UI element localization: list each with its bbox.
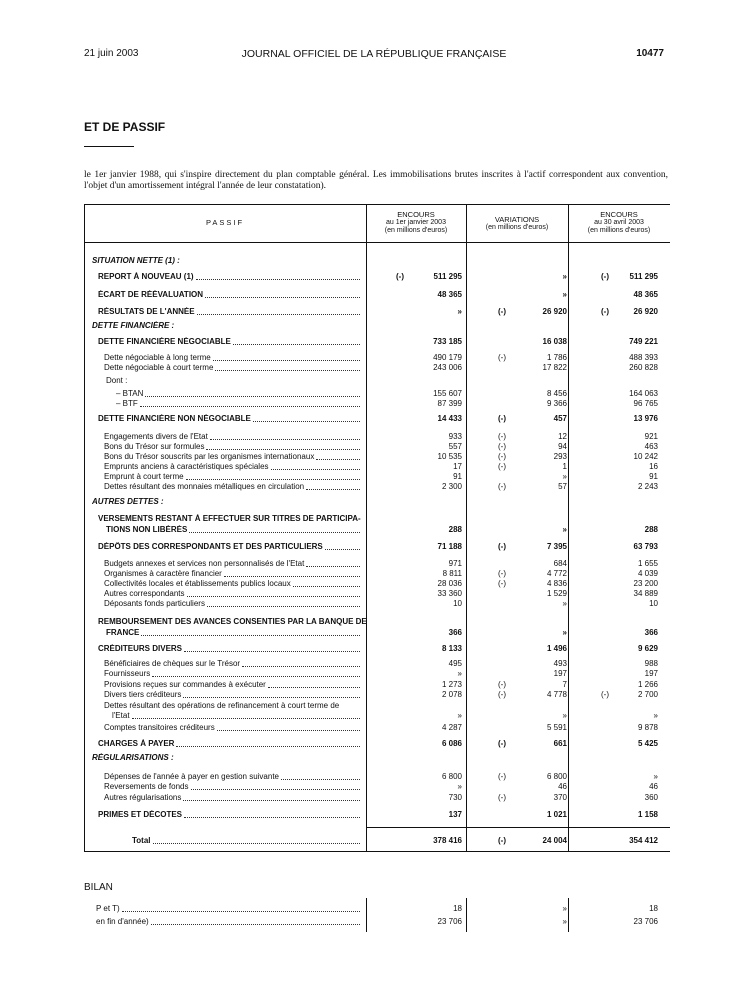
dot-leader	[191, 789, 361, 790]
dot-leader	[224, 576, 360, 577]
row-label-text: Budgets annexes et services non personnalisés de l'Etat	[104, 559, 305, 568]
col3-value: 2 243	[637, 482, 658, 491]
col3-unit: (en millions d'euros)	[587, 227, 651, 234]
table-header-rule	[84, 242, 670, 243]
col3-value: 197	[644, 669, 658, 678]
col3-value: 16	[649, 462, 658, 471]
col3-value: 23 706	[633, 917, 658, 926]
col3-value: 5 425	[637, 739, 658, 748]
dot-leader	[145, 396, 360, 397]
col1-value: 511 295	[433, 272, 462, 281]
row-label	[104, 472, 362, 482]
row-label	[104, 442, 362, 452]
row-label	[96, 904, 362, 914]
col2-value: 4 778	[546, 690, 567, 699]
dot-leader	[141, 635, 360, 636]
col1-sign: (-)	[396, 272, 404, 281]
col1-value: 91	[453, 472, 462, 481]
col2-value: »	[562, 917, 567, 926]
row-label	[104, 782, 362, 792]
col2-value: 661	[553, 739, 567, 748]
col1-value: 17	[453, 462, 462, 471]
dot-leader	[189, 532, 360, 533]
col1-divider	[366, 204, 367, 852]
dot-leader	[325, 549, 360, 550]
dot-leader	[217, 730, 360, 731]
header-date: 21 juin 2003	[84, 48, 139, 59]
col1-value: 288	[448, 525, 462, 534]
col2-sign: (-)	[498, 462, 506, 471]
row-label	[104, 579, 362, 589]
col1-value: 28 036	[437, 579, 462, 588]
col3-value: 34 889	[633, 589, 658, 598]
col2-sign: (-)	[498, 739, 506, 748]
dot-leader	[186, 479, 360, 480]
col2-value: 7 395	[546, 542, 567, 551]
row-label-text: – BTAN	[116, 389, 144, 398]
col3-value: 366	[644, 628, 658, 637]
row-label-text: – BTF	[116, 399, 138, 408]
row-label	[132, 836, 362, 846]
section-title: ET DE PASSIF	[84, 120, 166, 134]
col1-value: 23 706	[437, 917, 462, 926]
dot-leader	[140, 406, 360, 407]
col1-value: 243 006	[433, 363, 462, 372]
row-label-text: Collectivités locales et établissements publics locaux	[104, 579, 291, 588]
col2-sign: (-)	[498, 307, 506, 316]
col3-value: 921	[644, 432, 658, 441]
row-label-text: AUTRES DETTES :	[92, 497, 164, 506]
dot-leader	[215, 370, 360, 371]
col2-value: 197	[553, 669, 567, 678]
total-top-rule	[366, 827, 670, 828]
col2-value: 6 800	[546, 772, 567, 781]
row-label	[92, 321, 362, 331]
col2-sign: (-)	[498, 569, 506, 578]
col2-value: 94	[558, 442, 567, 451]
col2-sign: (-)	[498, 579, 506, 588]
col3-value: 10 242	[633, 452, 658, 461]
row-label	[92, 256, 362, 266]
dot-leader	[293, 586, 360, 587]
col1-value: 933	[448, 432, 462, 441]
row-label-text: SITUATION NETTE (1) :	[92, 256, 180, 265]
row-label-text: REPORT À NOUVEAU (1)	[98, 272, 194, 281]
row-label-text: Autres correspondants	[104, 589, 185, 598]
row-label-text: Fournisseurs	[104, 669, 151, 678]
dot-leader	[242, 666, 360, 667]
col1-value: 2 300	[441, 482, 462, 491]
col3-value: 10	[649, 599, 658, 608]
col1-value: 8 811	[442, 569, 462, 578]
row-label-text: Engagements divers de l'Etat	[104, 432, 208, 441]
col2-value: 1 496	[546, 644, 567, 653]
col2-value: 5 591	[546, 723, 567, 732]
col1-value: 4 287	[441, 723, 462, 732]
dot-leader	[184, 651, 360, 652]
table-left-border	[84, 204, 85, 852]
row-label-text: en fin d'année)	[96, 917, 149, 926]
col1-value: 155 607	[433, 389, 462, 398]
col1-value: 557	[448, 442, 462, 451]
row-label-text: RÉSULTATS DE L'ANNÉE	[98, 307, 195, 316]
row-label	[116, 389, 362, 399]
dot-leader	[281, 779, 360, 780]
col2-value: 16 038	[542, 337, 567, 346]
col3-value: 2 700	[637, 690, 658, 699]
row-label	[96, 917, 362, 927]
col2-sign: (-)	[498, 482, 506, 491]
row-label	[116, 399, 362, 409]
row-label	[98, 542, 362, 552]
col2-sign: (-)	[498, 432, 506, 441]
col1-value: »	[457, 307, 462, 316]
row-label-text: Comptes transitoires créditeurs	[104, 723, 215, 732]
col2-value: »	[562, 599, 567, 608]
col3-value: 749 221	[629, 337, 658, 346]
row-label-text: P et T)	[96, 904, 120, 913]
row-label	[104, 680, 362, 690]
col1-value: 18	[453, 904, 462, 913]
row-label-text: Total	[132, 836, 151, 845]
row-label	[104, 432, 362, 442]
col3-value: 9 629	[637, 644, 658, 653]
col3-sign: (-)	[601, 690, 609, 699]
col2-value: 1 021	[546, 810, 567, 819]
col2-value: 293	[553, 452, 567, 461]
dot-leader	[183, 697, 360, 698]
col1-value: 10	[453, 599, 462, 608]
col3-sign: (-)	[601, 272, 609, 281]
col2-sign: (-)	[498, 414, 506, 423]
row-label-text: Organismes à caractère financier	[104, 569, 222, 578]
col3-value: 260 828	[629, 363, 658, 372]
col2-unit: (en millions d'euros)	[485, 224, 549, 231]
row-label	[106, 628, 362, 638]
dot-leader	[152, 676, 360, 677]
header-journal-title: JOURNAL OFFICIEL DE LA RÉPUBLIQUE FRANÇAISE	[241, 48, 507, 60]
col2-value: 26 920	[542, 307, 567, 316]
col1-value: 730	[448, 793, 462, 802]
dot-leader	[183, 800, 360, 801]
row-label-text: Dettes résultant des opérations de refinancement à court terme de	[104, 701, 340, 710]
col3-value: 360	[644, 793, 658, 802]
col2-value: 4 772	[546, 569, 567, 578]
row-label	[104, 589, 362, 599]
col3-value: 63 793	[633, 542, 658, 551]
col2-value: 9 366	[546, 399, 567, 408]
col1-unit: (en millions d'euros)	[384, 227, 448, 234]
col2-value: 1 786	[546, 353, 567, 362]
row-label	[98, 414, 362, 424]
row-label	[98, 644, 362, 654]
col3-value: »	[653, 772, 658, 781]
row-label-text: ÉCART DE RÉÉVALUATION	[98, 290, 204, 299]
col2-value: 7	[562, 680, 567, 689]
dot-leader	[197, 314, 360, 315]
dot-leader	[187, 596, 361, 597]
dot-leader	[196, 279, 360, 280]
row-label-text: Dettes résultant des monnaies métalliques en circulation	[104, 482, 305, 491]
col3-value: 1 158	[637, 810, 658, 819]
col3-value: 91	[649, 472, 658, 481]
dot-leader	[151, 924, 360, 925]
col2-value: 370	[553, 793, 567, 802]
column-header-encours-janvier	[366, 211, 466, 235]
col3-date: au 30 avril 2003	[594, 219, 644, 226]
col2-sign: (-)	[498, 542, 506, 551]
row-label-text: Déposants fonds particuliers	[104, 599, 205, 608]
row-label-text: Bénéficiaires de chèques sur le Trésor	[104, 659, 241, 668]
col3-divider	[568, 204, 569, 852]
col2-value: 457	[553, 414, 567, 423]
dot-leader	[213, 360, 360, 361]
col1-value: 366	[448, 628, 462, 637]
col2-divider	[466, 204, 467, 852]
col3-value: 13 976	[633, 414, 658, 423]
row-label	[98, 272, 362, 282]
col2-value: 24 004	[542, 836, 567, 845]
row-label-text: PRIMES ET DÉCOTES	[98, 810, 183, 819]
col3-value: 1 266	[637, 680, 658, 689]
row-label-text: CRÉDITEURS DIVERS	[98, 644, 183, 653]
col2-value: »	[562, 290, 567, 299]
row-label-text: Reversements de fonds	[104, 782, 189, 791]
col2-value: 4 836	[546, 579, 567, 588]
row-label	[104, 353, 362, 363]
col3-value: 511 295	[629, 272, 658, 281]
col3-value: 23 200	[633, 579, 658, 588]
dot-leader	[206, 449, 360, 450]
col1-value: 10 535	[437, 452, 462, 461]
col2-sign: (-)	[498, 353, 506, 362]
title-underline	[84, 146, 134, 147]
row-label	[106, 525, 362, 535]
row-label-text: Divers tiers créditeurs	[104, 690, 182, 699]
col1-value: »	[457, 711, 462, 720]
dot-leader	[184, 817, 360, 818]
dot-leader	[210, 439, 360, 440]
col1-date: au 1er janvier 2003	[386, 219, 446, 226]
dot-leader	[132, 718, 360, 719]
row-label	[104, 723, 362, 733]
col1-title: ENCOURS	[397, 210, 435, 219]
row-label-text: RÉGULARISATIONS :	[92, 753, 174, 762]
row-label	[98, 337, 362, 347]
row-label	[98, 810, 362, 820]
col1-value: 48 365	[437, 290, 462, 299]
bilan-title: BILAN	[84, 882, 113, 893]
row-label	[104, 462, 362, 472]
row-label	[104, 659, 362, 669]
col2-value: 8 456	[546, 389, 567, 398]
row-label-text: Emprunts anciens à caractéristiques spéciales	[104, 462, 269, 471]
dot-leader	[306, 489, 360, 490]
col1-value: 378 416	[433, 836, 462, 845]
dot-leader	[253, 421, 360, 422]
col2-value: »	[562, 272, 567, 281]
row-label	[104, 569, 362, 579]
column-header-variations	[466, 216, 568, 232]
row-label	[98, 514, 370, 524]
row-label-text: VERSEMENTS RESTANT À EFFECTUER SUR TITRES DE PARTICIPA-	[98, 514, 361, 523]
row-label	[104, 793, 362, 803]
col1-value: 971	[448, 559, 462, 568]
row-label	[112, 711, 362, 721]
col1-value: 495	[448, 659, 462, 668]
col3-value: 48 365	[633, 290, 658, 299]
col2-sign: (-)	[498, 690, 506, 699]
col1-value: »	[457, 782, 462, 791]
col3-value: 18	[649, 904, 658, 913]
dot-leader	[316, 459, 360, 460]
col3-value: 9 878	[637, 723, 658, 732]
row-label-text: l'Etat	[112, 711, 130, 720]
dot-leader	[233, 344, 360, 345]
col1-value: 490 179	[433, 353, 462, 362]
dot-leader	[271, 469, 360, 470]
column-header-passif: PASSIF	[205, 218, 245, 227]
row-label-text: Provisions reçues sur commandes à exécuter	[104, 680, 266, 689]
row-label-text: Bons du Trésor souscrits par les organismes internationaux	[104, 452, 315, 461]
col2-value: 12	[558, 432, 567, 441]
col2-value: 17 822	[542, 363, 567, 372]
row-label	[98, 739, 362, 749]
row-label	[104, 482, 362, 492]
row-label-text: FRANCE	[106, 628, 140, 637]
col2-value: 57	[558, 482, 567, 491]
col2-title: VARIATIONS	[494, 215, 540, 224]
table-bottom-rule	[84, 851, 670, 852]
dot-leader	[207, 606, 360, 607]
col2-value: 493	[553, 659, 567, 668]
col3-value: »	[653, 711, 658, 720]
row-label	[104, 669, 362, 679]
row-label-text: TIONS NON LIBÉRÉS	[106, 525, 188, 534]
bilan-col3-divider	[568, 898, 569, 932]
dot-leader	[176, 746, 360, 747]
dot-leader	[205, 297, 360, 298]
col3-sign: (-)	[601, 307, 609, 316]
col1-value: 6 086	[441, 739, 462, 748]
row-label	[104, 772, 362, 782]
row-label-text: CHARGES À PAYER	[98, 739, 175, 748]
col1-value: 137	[448, 810, 462, 819]
col2-sign: (-)	[498, 680, 506, 689]
row-label	[104, 452, 362, 462]
row-label-text: Autres régularisations	[104, 793, 182, 802]
row-label	[104, 701, 370, 711]
col3-title: ENCOURS	[600, 210, 638, 219]
row-label-text: DETTE FINANCIÈRE NON NÉGOCIABLE	[98, 414, 251, 423]
col3-value: 488 393	[629, 353, 658, 362]
col2-sign: (-)	[498, 442, 506, 451]
col2-value: »	[562, 525, 567, 534]
row-label	[106, 376, 370, 386]
row-label-text: Dont :	[106, 376, 128, 385]
col1-value: 33 360	[437, 589, 462, 598]
row-label	[104, 363, 362, 373]
dot-leader	[122, 911, 360, 912]
col2-sign: (-)	[498, 772, 506, 781]
row-label-text: Dette négociable à long terme	[104, 353, 211, 362]
col3-value: 354 412	[629, 836, 658, 845]
row-label	[98, 617, 370, 627]
col1-value: 87 399	[437, 399, 462, 408]
col3-value: 164 063	[629, 389, 658, 398]
row-label-text: DETTE FINANCIÈRE :	[92, 321, 175, 330]
col1-value: 1 273	[441, 680, 462, 689]
table-top-rule	[84, 204, 670, 205]
col3-value: 1 655	[637, 559, 658, 568]
header-page-number: 10477	[636, 48, 664, 59]
col3-value: 288	[644, 525, 658, 534]
col2-value: 1	[562, 462, 567, 471]
col3-value: 4 039	[637, 569, 658, 578]
row-label	[98, 290, 362, 300]
col2-value: »	[562, 628, 567, 637]
row-label	[104, 599, 362, 609]
col1-value: 71 188	[437, 542, 462, 551]
row-label-text: Dette négociable à court terme	[104, 363, 214, 372]
column-header-encours-avril	[568, 211, 670, 235]
col2-value: »	[562, 711, 567, 720]
col2-sign: (-)	[498, 452, 506, 461]
col1-value: 14 433	[437, 414, 462, 423]
col1-value: 733 185	[433, 337, 462, 346]
col3-value: 463	[644, 442, 658, 451]
dot-leader	[153, 843, 360, 844]
row-label	[98, 307, 362, 317]
col2-value: »	[562, 904, 567, 913]
bilan-col1-divider	[366, 898, 367, 932]
col2-sign: (-)	[498, 836, 506, 845]
row-label-text: Bons du Trésor sur formules	[104, 442, 205, 451]
dot-leader	[306, 566, 360, 567]
col2-value: 684	[553, 559, 567, 568]
bilan-col2-divider	[466, 898, 467, 932]
col3-value: 46	[649, 782, 658, 791]
row-label	[104, 559, 362, 569]
col2-sign: (-)	[498, 793, 506, 802]
col2-value: 46	[558, 782, 567, 791]
col1-value: 2 078	[441, 690, 462, 699]
col1-value: »	[457, 669, 462, 678]
row-label-text: DETTE FINANCIÈRE NÉGOCIABLE	[98, 337, 231, 346]
col1-value: 6 800	[441, 772, 462, 781]
col3-value: 96 765	[633, 399, 658, 408]
col3-value: 26 920	[633, 307, 658, 316]
row-label	[92, 497, 362, 507]
row-label-text: DÉPÔTS DES CORRESPONDANTS ET DES PARTICULIERS	[98, 542, 323, 551]
row-label-text: REMBOURSEMENT DES AVANCES CONSENTIES PAR LA BANQUE DE	[98, 617, 367, 626]
row-label	[104, 690, 362, 700]
intro-paragraph: le 1er janvier 1988, qui s'inspire directement du plan comptable général. Les immobilisations brutes inscrites à l'actif correspondent aux convention, l'objet d'un amortissement intégral l'année de leur constatation).	[84, 170, 668, 191]
dot-leader	[268, 687, 360, 688]
col3-value: 988	[644, 659, 658, 668]
col2-value: »	[562, 472, 567, 481]
col1-value: 8 133	[441, 644, 462, 653]
col2-value: 1 529	[546, 589, 567, 598]
row-label	[92, 753, 362, 763]
row-label-text: Emprunt à court terme	[104, 472, 184, 481]
row-label-text: Dépenses de l'année à payer en gestion suivante	[104, 772, 279, 781]
